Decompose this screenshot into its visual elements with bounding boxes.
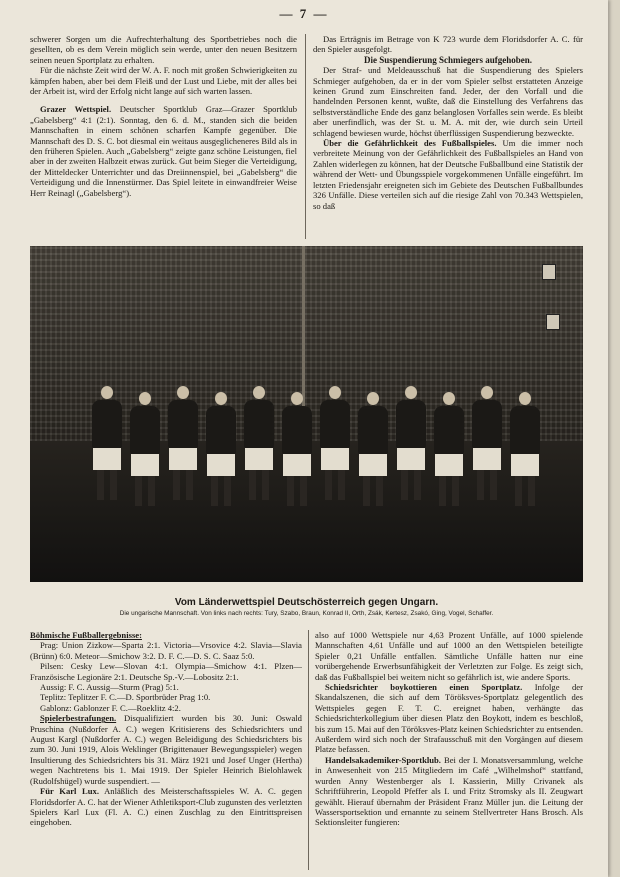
article-heading: Schiedsrichter boykottieren einen Sportplatz. [325, 682, 523, 693]
photo-caption [30, 597, 583, 617]
player-figure [510, 392, 540, 506]
player-figure [434, 392, 464, 506]
top-right-column [313, 34, 583, 240]
bestrafung-article [30, 713, 302, 786]
article-text: Anläßlich des Meisterschaftsspieles W. A. C. gegen Floridsdorfer A. C. hat der Wiener Athletiksport-Club zugunsten des verletzten Spielers Karl Lux (Fl. A. C.) einen Zuschlag zu den Eintrittspreisen eingehoben. [30, 786, 302, 828]
paragraph: schwerer Sorgen um die Aufrechterhaltung des Sportbetriebes noch die gesellten, ob es dem Verein möglich sein werde, unter den neuen Besitzern seinen neuen Sportplatz zu erhalten. [30, 34, 297, 65]
player-figure [168, 386, 198, 500]
graz-article [30, 104, 297, 198]
column-divider [308, 630, 309, 870]
player-figure [244, 386, 274, 500]
handel-article [315, 755, 583, 828]
gefaehrlich-article [313, 138, 583, 211]
article-heading: Grazer Wettspiel. [40, 104, 112, 115]
article-heading: Für Karl Lux. [40, 786, 99, 797]
results-line: Pilsen: Cesky Lew—Slovan 4:1. Olympia—Smichow 4:1. Plzen—Französische Legionäre 2:1. Deutsche Sp.-V.—Lobositz 2:1. [30, 661, 302, 682]
results-line: Teplitz: Teplitzer F. C.—D. Sportbrüder Prag 1:0. [40, 692, 211, 703]
article-heading: Die Suspendierung Schmiegers aufgehoben. [363, 54, 533, 65]
article-text: Deutscher Sportklub Graz—Grazer Sportklub „Gabelsberg“ 4:1 (2:1). Sonntag, den 6. d. M., standen sich die beiden Mannschaften in einem schönen scharfen Kampfe gegenüber. Die Mannschaft des D. S. C. bot diesmal ein weitaus ausgeglicheneres Bild als in den früheren Spielen. Auch „Gabelsberg“ zeigte ganz schöne Leistungen, fiel aber in der zweiten Halbzeit etwas zurück. Gut beim Sieger die Verteidigung, der Mitteldecker Unterrichter und das Dreiinnenspiel, bei „Gabelsberg“ die Verteidigung und die Innenstürmer. Das Spiel leitete in einwandfreier Weise Herr Reinagl („Gabelsberg“). [30, 104, 297, 198]
bottom-right-column [315, 630, 583, 875]
results-line: Aussig: F. C. Aussig—Sturm (Prag) 5:1. [40, 682, 179, 693]
player-figure [206, 392, 236, 506]
team-photo [30, 246, 583, 582]
article-heading: Handelsakademiker-Sportklub. [325, 754, 441, 765]
top-left-column [30, 34, 297, 240]
page-number: — 7 — [279, 6, 329, 21]
stadium-sign [546, 314, 560, 330]
player-figure [92, 386, 122, 500]
article-text: Bei der I. Monatsversammlung, welche in Anwesenheit von 215 Mitgliedern im Café „Wilhelmshof“ stattfand, wurden Anny Westenberger als I. Kassierin, Milly Crivanek als Schriftführerin, Leopold Pfeffer als I. und Fritz Stromsky als II. Zeugwart gewählt. Hierauf übernahm der Präsident Franz Müller jun. die Leitung der Wassersportsektion und ernannte zu seinem Stellvertreter Hans Brosch. Als Sektionsleiter fungieren: [315, 754, 583, 828]
paragraph: Für die nächste Zeit wird der W. A. F. noch mit großen Schwierigkeiten zu kämpfen haben, aber bei dem Fleiß und der Lust und Liebe, mit der alles bei der Arbeit ist, wird der Erfolg nicht lange auf sich warten lassen. [30, 65, 297, 97]
caption-title: Vom Länderwettspiel Deutschösterreich gegen Ungarn. [174, 597, 439, 608]
column-divider [305, 34, 306, 239]
article-text: Infolge der Skandalszenen, die sich auf dem Töröksves-Sportplatz gelegentlich des Wettspieles gegen F. T. C. ereignet haben, verhängte das Schiedsrichterkollegium über diesen Platz den Boykott, indem es beschloß, bis zum 15. Mai auf den Töröksves-Platz keinen Schiedsrichter zu entsenden. Außerdem wird sich noch der Strafausschuß mit den Vorgängen auf diesem Platze befassen. [315, 682, 583, 755]
article-text: Disqualifiziert wurden bis 30. Juni: Oswald Pruschina (Nußdorfer A. C.) wegen Kritisierens des Schiedsrichters und August Kargl (Nußdorfer A. C.) wegen Beleidigung des Schiedsrichters bis zum 30. Juni 1919, Alois Weklinger (Brigittenauer Bewegungsspieler) wegen Insultierung des Schiedsrichters bis 31. März 1921 und Josef Unger (Hertha) wegen Nachtretens bis 1. Mai 1919. Der Spieler Heinrich Bielohlawek (Rudolfshügel) wurde suspendiert. — [30, 713, 302, 786]
paragraph: also auf 1000 Wettspiele nur 4,63 Prozent Unfälle, auf 1000 spielende Mannschaften 4,61 Unfälle und auf 1000 an den Wettspielen beteiligte Spieler 0,21 Unfälle entfallen. Sämtliche Unfälle hatten nur eine vorübergehende Erwerbsunfähigkeit der Verletzten zur Folge. Es zeigt sich, daß das Fußballspiel bei weitem nicht so gefährlich ist, wie andere Sports. [315, 630, 583, 682]
player-figure [320, 386, 350, 500]
results-line: Gablonz: Gablonzer F. C.—Roeklitz 4:2. [40, 702, 181, 713]
stadium-sign [542, 264, 556, 280]
bottom-left-column [30, 630, 302, 875]
caption-subtitle: Die ungarische Mannschaft. Von links nach rechts: Tury, Szabo, Braun, Konrad II, Orth, Zsák, Kertesz, Zsakó, Ging, Vogel, Schaffer. [119, 610, 494, 617]
player-figure [396, 386, 426, 500]
article-text: Um die immer noch verbreitete Meinung von der Gefährlichkeit des Fußballspieles an Hand von Zahlen widerlegen zu können, hat der Deutsche Fußballbund eine Statistik der während der Wett- und Übungsspiele vorgekommenen Unfälle eingeführt. Im letzten Friedensjahr ereigneten sich im Gebiete des Deutschen Fußballbundes 326 Unfälle. Diese verteilen sich auf die riesige Zahl von 70.343 Wettspielen, so daß [313, 138, 583, 211]
results-line: Prag: Union Zizkow—Sparta 2:1. Victoria—Vrsovice 4:2. Slavia—Slavia (Brünn) 6:0. Meteor—Smichow 3:2. D. F. C.—D. S. C. Saaz 5:0. [30, 640, 302, 661]
schiedsrichter-article [315, 682, 583, 755]
section-heading: Böhmische Fußballergebnisse: [30, 630, 142, 640]
player-figure [282, 392, 312, 506]
article-text: Der Straf- und Meldeausschuß hat die Suspendierung des Spielers Schmieger aufgehoben, da er in der vom Spieler selbst erstatteten Anzeige keinen Grund zum Einschreiten fand. Jeder, der den Vorfall und die handelnden Personen kennt, wußte, daß die Einstellung des Verfahrens das selbstverständliche Ende des ganz belanglosen Vorfalles sein werde. Es bleibt aber unerfindlich, was der St. u. M. A. mit der, wie durch sein Urteil schlagend bewiesen wurde, höchst überflüssigen Suspendierung bezweckte. [313, 65, 583, 138]
player-figure [472, 386, 502, 500]
player-figure [130, 392, 160, 506]
paragraph: Das Erträgnis im Betrage von K 723 wurde dem Floridsdorfer A. C. für den Spieler ausgefolgt. [313, 34, 583, 55]
article-heading: Über die Gefährlichkeit des Fußballspieles. [323, 138, 497, 149]
lux-article [30, 786, 302, 828]
article-heading: Spielerbestrafungen. [40, 713, 117, 724]
player-figure [358, 392, 388, 506]
